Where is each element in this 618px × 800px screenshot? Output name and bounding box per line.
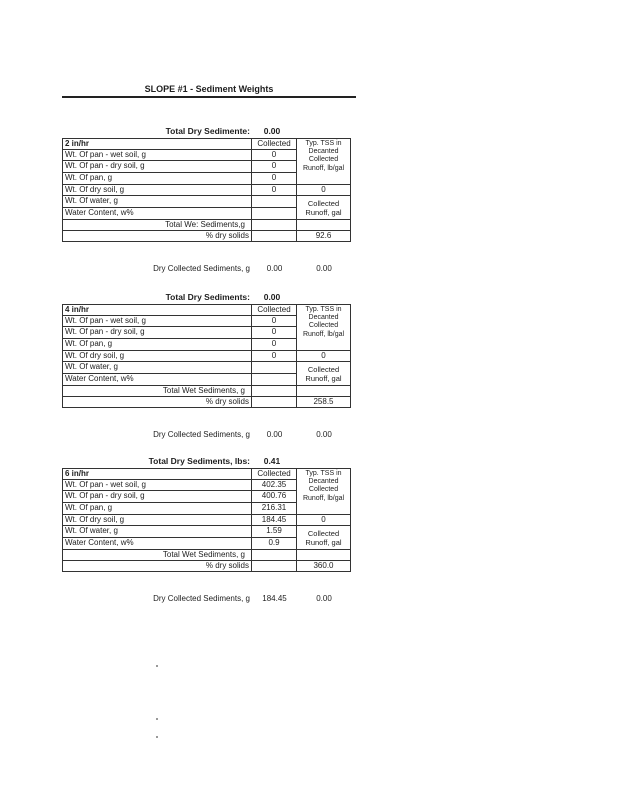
row-label: Water Content, w%	[62, 374, 252, 386]
row-value: 0	[252, 173, 297, 185]
total-wet-label: Total We: Sediments,g	[62, 220, 252, 231]
row-label: Water Content, w%	[62, 538, 252, 550]
row-value: 0	[252, 327, 297, 339]
total-value: 0.00	[263, 292, 281, 302]
collected-header: Collected	[252, 304, 297, 316]
dcs-runoff: 0.00	[316, 594, 332, 603]
total-value: 0.00	[263, 126, 281, 136]
runoff-header: Collected Runoff, gal	[297, 362, 351, 385]
row-label: Wt. Of pan - wet soil, g	[62, 316, 252, 328]
page-title: SLOPE #1 - Sediment Weights	[144, 84, 274, 94]
row-value: 0	[252, 161, 297, 173]
row-label: Wt. Of pan, g	[62, 173, 252, 185]
total-label: Total Dry Sediments:	[165, 292, 250, 302]
weights-table	[62, 304, 351, 408]
row-label: Wt. Of dry soil, g	[62, 351, 252, 363]
row-label: Wt. Of pan - wet soil, g	[62, 150, 252, 162]
dcs-value: 0.00	[266, 264, 283, 273]
runoff-value: 360.0	[297, 561, 351, 573]
blank-cell	[297, 386, 351, 397]
scan-speck	[156, 665, 158, 667]
row-value: 402.35	[252, 480, 297, 492]
row-value: 0.9	[252, 538, 297, 550]
dry-solids-value	[252, 231, 297, 243]
blank-cell	[297, 220, 351, 231]
row-value: 0	[252, 339, 297, 351]
total-wet-value	[252, 220, 297, 231]
row-value: 0	[252, 185, 297, 197]
dcs-label: Dry Collected Sediments, g	[153, 264, 250, 273]
row-label: Wt. Of water, g	[62, 196, 252, 208]
row-label: Wt. Of dry soil, g	[62, 185, 252, 197]
row-label: Wt. Of pan, g	[62, 503, 252, 515]
collected-header: Collected	[252, 468, 297, 480]
dry-solids-value	[252, 561, 297, 573]
scan-speck	[156, 718, 158, 720]
total-label: Total Dry Sedimente:	[165, 126, 250, 136]
row-value	[252, 208, 297, 220]
tss-header: Typ. TSS in Decanted Collected Runoff, lb/gal	[297, 304, 351, 351]
dry-solids-value	[252, 397, 297, 409]
total-wet-label: Total Wet Sediments, g	[62, 386, 252, 397]
total-wet-label: Total Wet Sediments, g	[62, 550, 252, 561]
row-label: Wt. Of pan - dry soil, g	[62, 491, 252, 503]
row-label: Wt. Of water, g	[62, 526, 252, 538]
row-value: 184.45	[252, 515, 297, 527]
rate-label: 6 in/hr	[62, 468, 252, 480]
row-value	[252, 196, 297, 208]
dcs-runoff: 0.00	[316, 264, 332, 273]
dcs-runoff: 0.00	[316, 430, 332, 439]
runoff-value: 258.5	[297, 397, 351, 409]
row-value: 0	[252, 351, 297, 363]
row-label: Wt. Of pan - dry soil, g	[62, 327, 252, 339]
row-label: Water Content, w%	[62, 208, 252, 220]
runoff-header: Collected Runoff, gal	[297, 196, 351, 219]
row-label: Wt. Of pan - wet soil, g	[62, 480, 252, 492]
dcs-label: Dry Collected Sediments, g	[153, 594, 250, 603]
row-value	[252, 374, 297, 386]
row-value	[252, 362, 297, 374]
total-label: Total Dry Sediments, lbs:	[148, 456, 250, 466]
row-label: Wt. Of pan - dry soil, g	[62, 161, 252, 173]
blank-cell	[297, 550, 351, 561]
dcs-row	[62, 264, 351, 273]
row-value: 0	[252, 316, 297, 328]
dcs-value: 184.45	[262, 594, 287, 603]
row-label: Wt. Of pan, g	[62, 339, 252, 351]
runoff-value: 92.6	[297, 231, 351, 243]
total-value: 0.41	[263, 456, 281, 466]
dcs-value: 0.00	[266, 430, 283, 439]
weights-table	[62, 138, 351, 242]
scan-speck	[156, 736, 158, 738]
title-rule	[62, 96, 356, 98]
row-value: 0	[252, 150, 297, 162]
dry-solids-label: % dry solids	[62, 561, 252, 573]
collected-header: Collected	[252, 138, 297, 150]
total-wet-value	[252, 550, 297, 561]
dcs-label: Dry Collected Sediments, g	[153, 430, 250, 439]
row-label: Wt. Of dry soil, g	[62, 515, 252, 527]
runoff-header: Collected Runoff, gal	[297, 526, 351, 549]
tss-header: Typ. TSS in Decanted Collected Runoff, lb/gal	[297, 468, 351, 515]
rate-label: 2 in/hr	[62, 138, 252, 150]
dry-solids-label: % dry solids	[62, 397, 252, 409]
row-value: 1.59	[252, 526, 297, 538]
row-value: 400.76	[252, 491, 297, 503]
rate-label: 4 in/hr	[62, 304, 252, 316]
tss-header: Typ. TSS in Decanted Collected Runoff, lb/gal	[297, 138, 351, 185]
tss-value: 0	[297, 515, 351, 527]
weights-table	[62, 468, 351, 572]
dcs-row	[62, 594, 351, 603]
dcs-row	[62, 430, 351, 439]
tss-value: 0	[297, 351, 351, 363]
row-label: Wt. Of water, g	[62, 362, 252, 374]
tss-value: 0	[297, 185, 351, 197]
dry-solids-label: % dry solids	[62, 231, 252, 243]
total-wet-value	[252, 386, 297, 397]
row-value: 216.31	[252, 503, 297, 515]
